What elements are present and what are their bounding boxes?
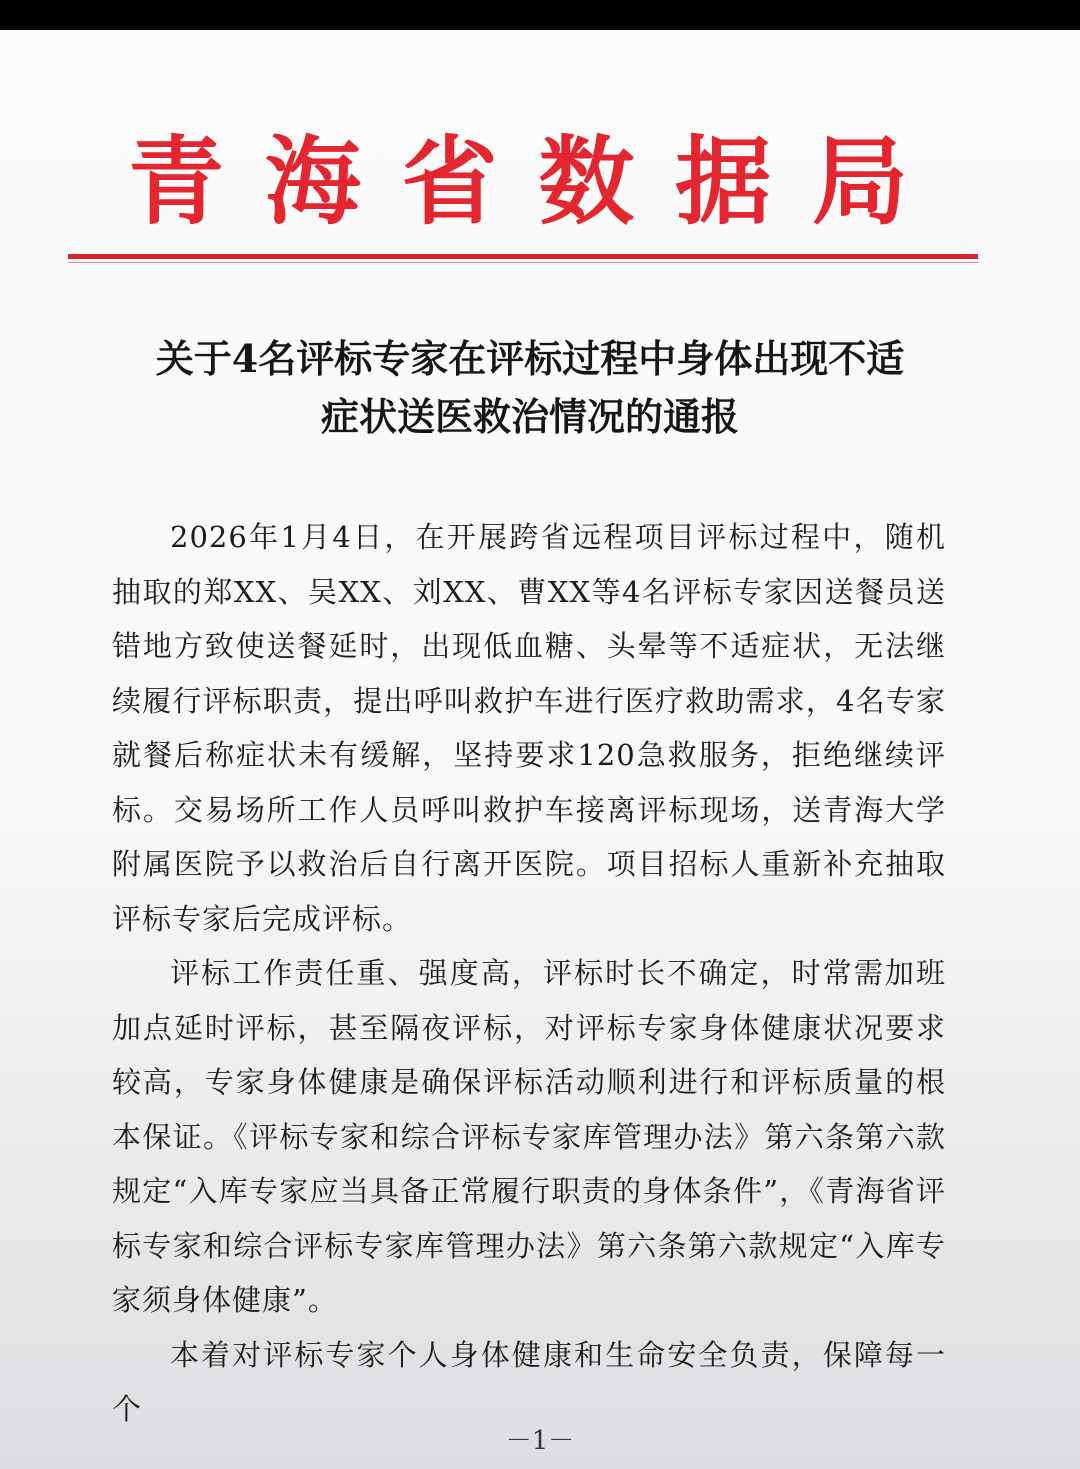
masthead-divider-thin	[68, 262, 978, 263]
masthead-char: 数	[538, 125, 635, 238]
body-paragraph: 评标工作责任重、强度高，评标时长不确定，时常需加班加点延时评标，甚至隔夜评标，对评标专家身体健康状况要求较高，专家身体健康是确保评标活动顺利进行和评标质量的根本保证。《评标专家和综合评标专家库管理办法》第六条第六款规定“入库专家应当具备正常履行职责的身体条件”，《青海省评标专家和综合评标专家库管理办法》第六条第六款规定“入库专家须身体健康”。	[112, 956, 946, 1317]
masthead-divider	[68, 254, 978, 259]
document-title	[100, 330, 960, 446]
masthead-char: 据	[675, 125, 772, 238]
page-number: －1－	[505, 1426, 575, 1456]
masthead-char: 海	[264, 125, 361, 238]
document-body	[112, 510, 946, 1437]
body-paragraph: 本着对评标专家个人身体健康和生命安全负责，保障每一个	[112, 1337, 946, 1426]
document-page	[0, 30, 1080, 1469]
body-paragraph: 2026年1月4日，在开展跨省远程项目评标过程中，随机抽取的郑XX、吴XX、刘XX、曹XX等4名评标专家因送餐员送错地方致使送餐延时，出现低血糖、头晕等不适症状，无法继续履行评标职责，提出呼叫救护车进行医疗救助需求，4名专家就餐后称症状未有缓解，坚持要求120急救服务，拒绝继续评标。交易场所工作人员呼叫救护车接离评标现场，送青海大学附属医院予以救治后自行离开医院。项目招标人重新补充抽取评标专家后完成评标。	[112, 520, 946, 936]
masthead-char: 青	[128, 125, 224, 238]
masthead-char: 局	[811, 125, 908, 238]
title-line-1: 关于4名评标专家在评标过程中身体出现不适	[155, 336, 905, 381]
masthead	[128, 122, 908, 242]
title-line-2: 症状送医救治情况的通报	[320, 394, 739, 439]
masthead-char: 省	[401, 125, 498, 238]
top-bar	[0, 0, 1080, 30]
